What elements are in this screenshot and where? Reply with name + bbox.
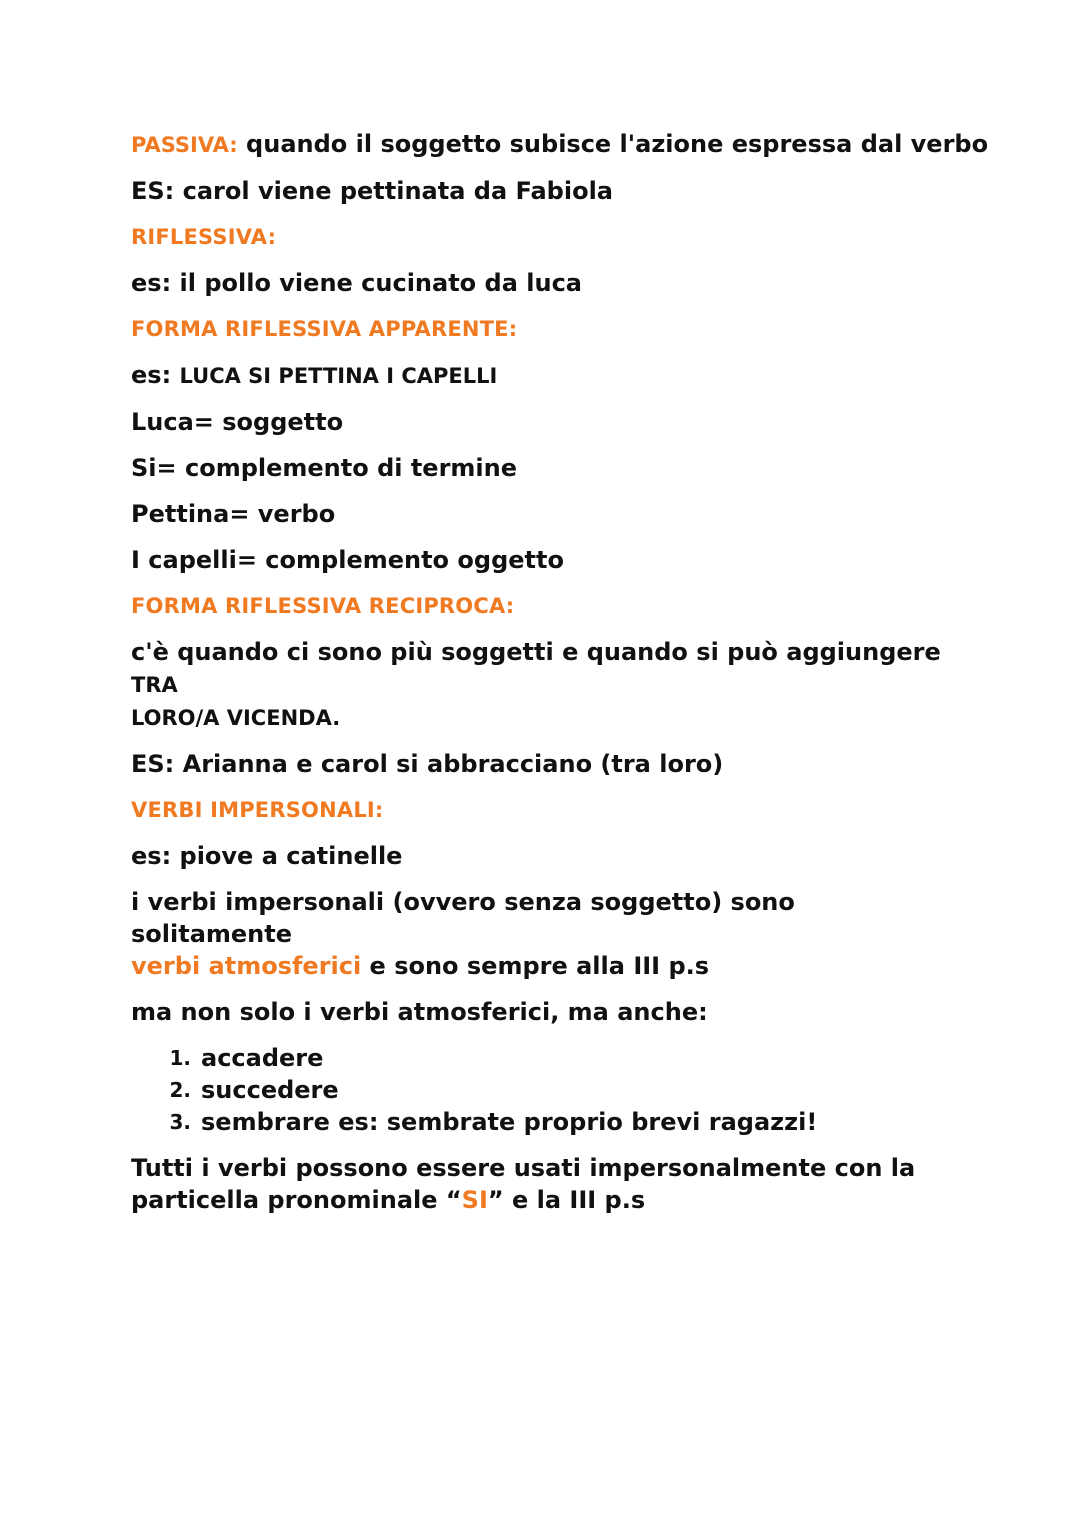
- tutti-text-2: particella pronominale “: [131, 1186, 462, 1214]
- analysis-si: Si= complemento di termine: [131, 454, 518, 482]
- list-item-text: sembrare es: sembrate proprio brevi ragazzi!: [201, 1108, 818, 1136]
- passiva-label: PASSIVA:: [131, 133, 238, 157]
- list-item-number: 1.: [169, 1046, 191, 1070]
- tutti-verbi-note: [131, 1152, 961, 1216]
- example-apparente: [131, 359, 961, 392]
- tutti-text-3: ” e la III p.s: [487, 1186, 646, 1214]
- heading-forma-reciproca: FORMA RIFLESSIVA RECIPROCA:: [131, 594, 515, 618]
- tutti-text-1: Tutti i verbi possono essere usati impersonalmente con la: [131, 1154, 916, 1182]
- reciproca-text: c'è quando ci sono più soggetti e quando si può aggiungere: [131, 638, 941, 666]
- example-passiva: ES: carol viene pettinata da Fabiola: [131, 177, 613, 205]
- list-item-text: accadere: [201, 1044, 324, 1072]
- list-item-number: 2.: [169, 1078, 191, 1102]
- example-reciproca: ES: Arianna e carol si abbracciano (tra loro): [131, 750, 724, 778]
- example-caps: LUCA SI PETTINA I CAPELLI: [179, 364, 498, 388]
- tutti-si: SI: [461, 1186, 488, 1214]
- impersonali-text-1: i verbi impersonali (ovvero senza soggetto) sono solitamente: [131, 888, 795, 948]
- list-item: [131, 1106, 961, 1138]
- example-riflessiva: es: il pollo viene cucinato da luca: [131, 269, 582, 297]
- impersonali-text-2: e sono sempre alla III p.s: [361, 952, 710, 980]
- analysis-pettina: Pettina= verbo: [131, 500, 336, 528]
- list-item-number: 3.: [169, 1110, 191, 1134]
- verbs-list: [131, 1042, 961, 1138]
- analysis-luca: Luca= soggetto: [131, 408, 344, 436]
- list-item: [131, 1042, 961, 1074]
- example-prefix: es:: [131, 361, 180, 389]
- passiva-text: quando il soggetto subisce l'azione espressa dal verbo: [237, 130, 989, 158]
- reciproca-caps-2: LORO/A VICENDA.: [131, 706, 341, 730]
- impersonali-orange: verbi atmosferici: [131, 952, 362, 980]
- example-impersonali: es: piove a catinelle: [131, 842, 403, 870]
- ma-non-solo: ma non solo i verbi atmosferici, ma anche:: [131, 998, 708, 1026]
- heading-verbi-impersonali: VERBI IMPERSONALI:: [131, 798, 384, 822]
- analysis-capelli: I capelli= complemento oggetto: [131, 546, 564, 574]
- reciproca-caps-1: TRA: [131, 673, 178, 697]
- list-item: [131, 1074, 961, 1106]
- passiva-definition: [131, 128, 989, 161]
- impersonali-definition: [131, 886, 961, 982]
- heading-forma-apparente: FORMA RIFLESSIVA APPARENTE:: [131, 317, 518, 341]
- list-item-text: succedere: [201, 1076, 339, 1104]
- document-page: [131, 128, 989, 1230]
- reciproca-definition: [131, 636, 961, 734]
- heading-riflessiva: RIFLESSIVA:: [131, 225, 277, 249]
